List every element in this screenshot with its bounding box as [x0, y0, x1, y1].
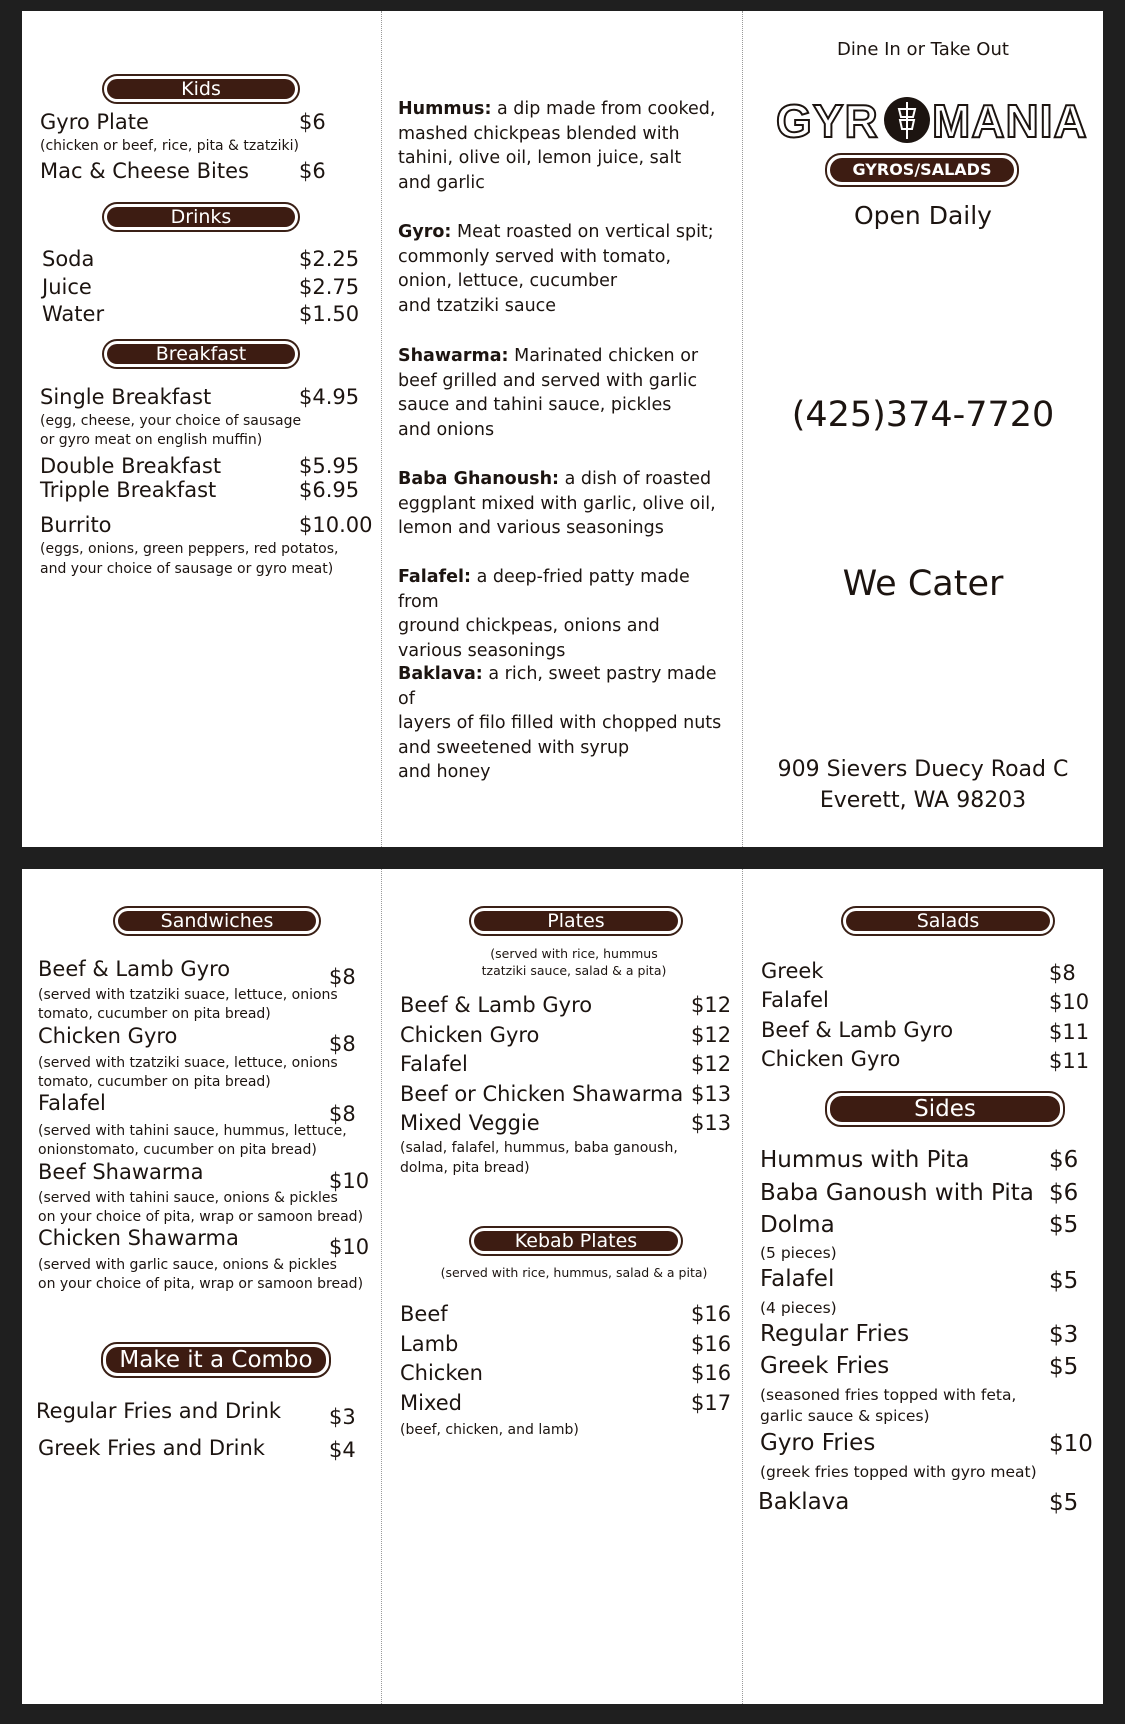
phone-number: (425)374-7720: [791, 395, 1055, 435]
menu-item-price: $13: [691, 1082, 732, 1106]
menu-item-price: $5: [1049, 1268, 1079, 1294]
menu-item-name: Baklava: [758, 1489, 850, 1515]
menu-item-note: (salad, falafel, hummus, baba ganoush,: [400, 1140, 678, 1156]
menu-item-price: $12: [691, 993, 732, 1017]
address-line1: 909 Sievers Duecy Road C: [777, 757, 1069, 782]
dine-in-text: Dine In or Take Out: [837, 39, 1009, 60]
glossary-text: beef grilled and served with garlic: [398, 370, 698, 391]
glossary-text: a deep-fried patty made from: [398, 567, 690, 612]
glossary-text: a dish of roasted: [559, 469, 712, 489]
menu-item-price: $6.95: [299, 478, 360, 502]
menu-item-name: Chicken Gyro: [761, 1047, 901, 1071]
menu-item-price: $2.75: [299, 275, 360, 299]
menu-item-note: garlic sauce & spices): [760, 1407, 930, 1425]
menu-item-price: $12: [691, 1023, 732, 1047]
menu-item-note: or gyro meat on english muffin): [40, 432, 263, 448]
menu-item-name: Greek: [761, 959, 824, 983]
menu-item-price: $8: [329, 1102, 356, 1126]
menu-item-price: $5: [1049, 1490, 1079, 1516]
glossary-text: eggplant mixed with garlic, olive oil,: [398, 493, 716, 514]
menu-item-name: Baba Ganoush with Pita: [760, 1180, 1034, 1206]
combo-header: Make it a Combo: [101, 1342, 331, 1378]
kebab-plates-header: Kebab Plates: [469, 1226, 683, 1256]
menu-item-note: on your choice of pita, wrap or samoon bread): [38, 1209, 364, 1225]
menu-item-note: (served with tzatziki suace, lettuce, onions: [38, 987, 338, 1003]
glossary-text: ground chickpeas, onions and: [398, 616, 660, 636]
sides-header: Sides: [825, 1091, 1065, 1127]
menu-item-note: on your choice of pita, wrap or samoon bread): [38, 1276, 364, 1292]
menu-item-price: $10: [329, 1169, 370, 1193]
kids-header: Kids: [102, 74, 300, 104]
menu-item-name: Hummus with Pita: [760, 1147, 970, 1173]
menu-item-name: Double Breakfast: [40, 454, 222, 478]
menu-item-price: $4.95: [299, 385, 360, 409]
glossary-text: a rich, sweet pastry made of: [398, 664, 717, 709]
menu-item-note: (4 pieces): [760, 1299, 837, 1317]
menu-item-name: Beef or Chicken Shawarma: [400, 1082, 684, 1106]
menu-item-note: (chicken or beef, rice, pita & tzatziki): [40, 138, 299, 154]
glossary-text: and honey: [398, 762, 491, 782]
menu-outside-sheet: [22, 11, 1103, 847]
we-cater-text: We Cater: [842, 564, 1004, 604]
menu-item-name: Falafel: [760, 1266, 835, 1292]
menu-item-name: Water: [42, 302, 105, 326]
glossary-gyro: [398, 220, 728, 318]
glossary-baba-ghanoush: [398, 467, 728, 541]
menu-item-name: Beef & Lamb Gyro: [761, 1018, 954, 1042]
menu-item-name: Greek Fries: [760, 1353, 890, 1379]
menu-item-price: $5: [1049, 1212, 1079, 1238]
menu-item-price: $2.25: [299, 247, 360, 271]
gyromania-logo: [776, 87, 1090, 151]
menu-item-note: (beef, chicken, and lamb): [400, 1422, 579, 1438]
plates-subtitle: tzatziki sauce, salad & a pita): [481, 963, 667, 978]
breakfast-header: Breakfast: [102, 339, 300, 369]
fold-line: [742, 869, 743, 1704]
menu-item-name: Mac & Cheese Bites: [40, 159, 249, 183]
menu-item-name: Falafel: [400, 1052, 468, 1076]
glossary-hummus: [398, 97, 728, 195]
menu-item-price: $12: [691, 1052, 732, 1076]
open-daily-text: Open Daily: [854, 201, 992, 230]
menu-item-note: (egg, cheese, your choice of sausage: [40, 413, 302, 429]
menu-item-price: $5: [1049, 1354, 1079, 1380]
menu-item-price: $6: [1049, 1180, 1079, 1206]
address-line2: Everett, WA 98203: [819, 788, 1027, 813]
menu-item-price: $8: [329, 1032, 356, 1056]
tagline-badge: GYROS/SALADS: [825, 153, 1019, 187]
menu-item-name: Soda: [42, 247, 95, 271]
menu-item-name: Beef: [400, 1302, 448, 1326]
fold-line: [381, 11, 382, 847]
menu-item-price: $3: [1049, 1322, 1079, 1348]
menu-item-name: Juice: [42, 275, 92, 299]
menu-item-price: $6: [299, 159, 326, 183]
svg-text:GYR: GYR: [776, 95, 879, 147]
glossary-term: Gyro:: [398, 222, 452, 242]
menu-item-price: $10: [1049, 1431, 1093, 1457]
glossary-term: Hummus:: [398, 99, 492, 119]
menu-item-name: Chicken Gyro: [38, 1024, 178, 1048]
salads-header: Salads: [841, 906, 1055, 936]
menu-item-name: Chicken Gyro: [400, 1023, 540, 1047]
glossary-text: onion, lettuce, cucumber: [398, 271, 618, 291]
glossary-term: Shawarma:: [398, 346, 509, 366]
menu-item-price: $5.95: [299, 454, 360, 478]
drinks-header: Drinks: [102, 202, 300, 232]
menu-item-price: $16: [691, 1302, 732, 1326]
menu-item-price: $10: [329, 1235, 370, 1259]
fold-line: [381, 869, 382, 1704]
glossary-falafel: [398, 565, 728, 663]
menu-item-name: Chicken Shawarma: [38, 1226, 239, 1250]
menu-item-name: Regular Fries: [760, 1321, 910, 1347]
menu-item-name: Chicken: [400, 1361, 483, 1385]
glossary-text: a dip made from cooked,: [491, 99, 716, 119]
plates-header: Plates: [469, 906, 683, 936]
menu-item-name: Falafel: [761, 988, 829, 1012]
menu-item-price: $10: [1049, 990, 1090, 1014]
glossary-text: various seasonings: [398, 640, 566, 661]
menu-item-price: $8: [329, 965, 356, 989]
kebab-subtitle: (served with rice, hummus, salad & a pita): [440, 1265, 708, 1280]
menu-item-note: (seasoned fries topped with feta,: [760, 1386, 1017, 1404]
menu-item-note: onionstomato, cucumber on pita bread): [38, 1142, 317, 1158]
glossary-text: and tzatziki sauce: [398, 295, 557, 316]
glossary-text: tahini, olive oil, lemon juice, salt: [398, 148, 682, 168]
menu-item-price: $8: [1049, 961, 1076, 985]
glossary-term: Baklava:: [398, 664, 483, 684]
menu-item-note: (5 pieces): [760, 1244, 837, 1262]
glossary-text: sauce and tahini sauce, pickles: [398, 395, 672, 415]
menu-inside-sheet: [22, 869, 1103, 1704]
menu-item-name: Regular Fries and Drink: [36, 1399, 282, 1423]
menu-item-name: Beef & Lamb Gyro: [400, 993, 593, 1017]
menu-item-price: $3: [329, 1405, 356, 1429]
menu-item-name: Burrito: [40, 513, 112, 537]
menu-item-name: Greek Fries and Drink: [38, 1436, 265, 1460]
menu-item-price: $11: [1049, 1020, 1090, 1044]
menu-item-name: Dolma: [760, 1212, 835, 1238]
glossary-term: Falafel:: [398, 567, 472, 587]
menu-item-price: $6: [299, 110, 326, 134]
menu-item-note: dolma, pita bread): [400, 1160, 530, 1176]
glossary-baklava: [398, 662, 728, 785]
sandwiches-header: Sandwiches: [113, 906, 321, 936]
menu-item-name: Gyro Plate: [40, 110, 149, 134]
menu-item-name: Beef & Lamb Gyro: [38, 957, 231, 981]
menu-item-name: Mixed: [400, 1391, 462, 1415]
menu-item-price: $4: [329, 1438, 356, 1462]
menu-item-price: $17: [691, 1391, 732, 1415]
menu-item-price: $6: [1049, 1147, 1079, 1173]
gyromania-logo-graphic: [776, 87, 1090, 151]
glossary-shawarma: [398, 344, 728, 442]
menu-item-note: (eggs, onions, green peppers, red potatos,: [40, 541, 339, 557]
svg-text:MANIA: MANIA: [932, 95, 1088, 147]
menu-item-name: Beef Shawarma: [38, 1160, 204, 1184]
glossary-text: and sweetened with syrup: [398, 737, 630, 758]
plates-subtitle: (served with rice, hummus: [490, 946, 658, 961]
glossary-text: and onions: [398, 419, 495, 440]
menu-item-name: Tripple Breakfast: [40, 478, 217, 502]
menu-item-note: (served with tahini sauce, hummus, lettuce,: [38, 1123, 347, 1139]
menu-item-note: (served with garlic sauce, onions & pickles: [38, 1257, 337, 1273]
glossary-text: mashed chickpeas blended with: [398, 123, 680, 144]
glossary-text: Meat roasted on vertical spit;: [451, 222, 714, 242]
glossary-text: lemon and various seasonings: [398, 518, 664, 538]
menu-item-name: Falafel: [38, 1091, 106, 1115]
menu-item-note: (served with tzatziki suace, lettuce, onions: [38, 1055, 338, 1071]
menu-item-note: (served with tahini sauce, onions & pickles: [38, 1190, 338, 1206]
menu-item-price: $10.00: [299, 513, 373, 537]
menu-item-note: and your choice of sausage or gyro meat): [40, 561, 334, 577]
menu-item-price: $13: [691, 1111, 732, 1135]
glossary-text: commonly served with tomato,: [398, 246, 672, 267]
menu-item-name: Single Breakfast: [40, 385, 212, 409]
glossary-text: layers of filo filled with chopped nuts: [398, 713, 722, 733]
menu-item-price: $1.50: [299, 302, 360, 326]
menu-item-note: tomato, cucumber on pita bread): [38, 1006, 271, 1022]
glossary-text: Marinated chicken or: [508, 346, 699, 366]
menu-item-price: $16: [691, 1332, 732, 1356]
menu-item-name: Lamb: [400, 1332, 459, 1356]
menu-item-name: Gyro Fries: [760, 1430, 876, 1456]
menu-item-note: (greek fries topped with gyro meat): [760, 1463, 1037, 1481]
menu-item-price: $11: [1049, 1049, 1090, 1073]
glossary-term: Baba Ghanoush:: [398, 469, 560, 489]
menu-item-price: $16: [691, 1361, 732, 1385]
menu-item-note: tomato, cucumber on pita bread): [38, 1074, 271, 1090]
glossary-text: and garlic: [398, 172, 485, 193]
menu-item-name: Mixed Veggie: [400, 1111, 540, 1135]
